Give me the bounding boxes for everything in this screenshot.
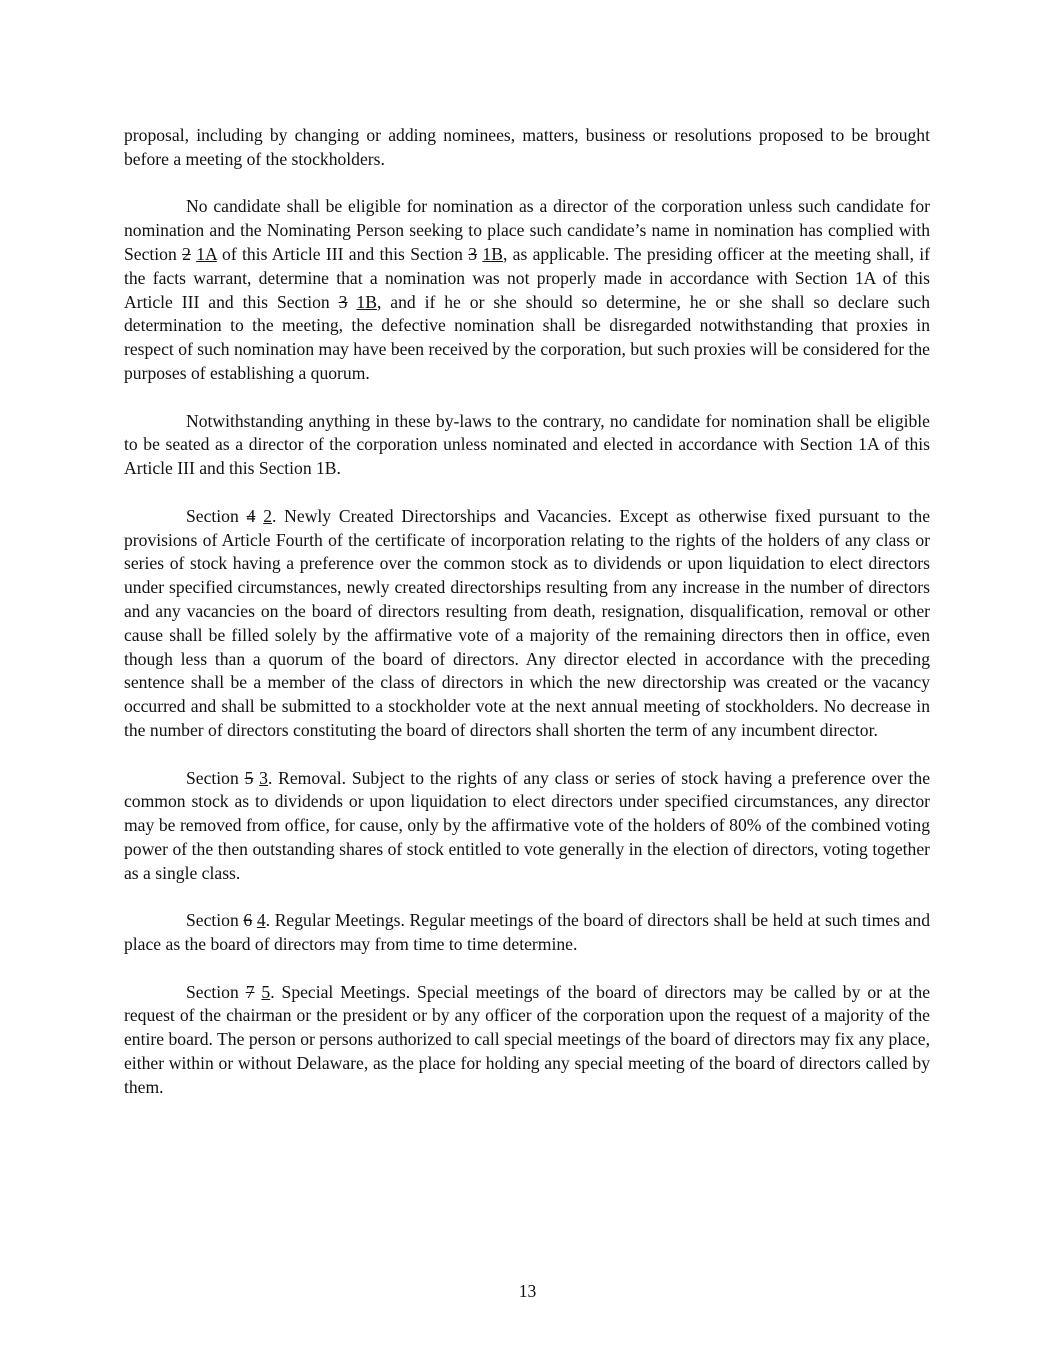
- deleted-section-number: 6: [243, 910, 253, 931]
- deleted-text: 3: [468, 243, 478, 264]
- page-number: 13: [518, 1281, 537, 1301]
- paragraph-seating-eligibility: [124, 410, 930, 481]
- inserted-section-number: 5: [261, 981, 271, 1002]
- deleted-text: 2: [182, 243, 191, 264]
- section-text: . Regular Meetings. Regular meetings of the board of directors shall be held at such times and place as the board of directors may from time to time determine.: [124, 910, 930, 955]
- section-newly-created-directorships: [124, 505, 930, 743]
- section-lead: Section: [186, 505, 247, 526]
- body-text: [124, 124, 930, 1123]
- section-text: . Special Meetings. Special meetings of the board of directors may be called by or at the request of the chairman or the president or by any officer of the corporation upon the request of a majority of the entire board. The person or persons authorized to call special meetings of the board of directors may fix any place, either within or without Delaware, as the place for holding any special meeting of the board of directors called by them.: [124, 981, 931, 1097]
- deleted-section-number: 5: [244, 767, 254, 788]
- text-run: No candidate shall be eligible for nomination as a director of the corporation unless such candidate for nomination and the Nominating Person seeking to place such candidate’s name in nomination has complied with Section: [124, 196, 930, 264]
- paragraph-continuation: [124, 124, 930, 172]
- section-lead: Section: [186, 767, 245, 788]
- inserted-text: 1B: [356, 291, 377, 312]
- section-removal: [124, 767, 930, 886]
- paragraph-text: proposal, including by changing or adding nominees, matters, business or resolutions proposed to be brought before a meeting of the stockholders.: [124, 125, 930, 169]
- deleted-section-number: 7: [245, 981, 255, 1002]
- inserted-text: 1A: [196, 243, 217, 264]
- section-text: . Removal. Subject to the rights of any class or series of stock having a preference over the common stock as to dividends or upon liquidation to elect directors under specified circumstances, any director may be removed from office, for cause, only by the affirmative vote of the holders of 80% of the combined voting power of the then outstanding shares of stock entitled to vote generally in the election of directors, voting together as a single class.: [124, 767, 931, 883]
- section-regular-meetings: [124, 909, 930, 957]
- inserted-section-number: 2: [263, 505, 272, 526]
- deleted-section-number: 4: [246, 505, 256, 526]
- deleted-text: 3: [338, 291, 348, 312]
- text-run: of this Article III and this Section: [216, 243, 469, 264]
- section-special-meetings: [124, 981, 930, 1100]
- paragraph-text: Notwithstanding anything in these by-laws to the contrary, no candidate for nomination shall be eligible to be seated as a director of the corporation unless nominated and elected in accordance with Section 1A of this Article III and this Section 1B.: [124, 410, 930, 479]
- inserted-text: 1B: [482, 243, 503, 264]
- text-run: , and if he or she should so determine, he or she shall so declare such determination to the meeting, the defective nomination shall be disregarded notwithstanding that proxies in respect of such nomination may have been received by the corporation, but such proxies will be considered for the purposes of establishing a quorum.: [124, 291, 930, 383]
- inserted-section-number: 4: [256, 910, 266, 931]
- text-run: , as applicable. The presiding officer at the meeting shall, if the facts warrant, determine that a nomination was not properly made in accordance with Section 1A of this Article III and this Section: [124, 243, 931, 312]
- paragraph-nomination-eligibility: [124, 195, 930, 385]
- inserted-section-number: 3: [259, 767, 268, 788]
- section-text: . Newly Created Directorships and Vacancies. Except as otherwise fixed pursuant to the provisions of Article Fourth of the certificate of incorporation relating to the rights of the holders of any class or series of stock having a preference over the common stock as to dividends or upon liquidation to elect directors under specified circumstances, newly created directorships resulting from any increase in the number of directors and any vacancies on the board of directors resulting from death, resignation, disqualification, removal or other cause shall be filled solely by the affirmative vote of a majority of the remaining directors then in office, even though less than a quorum of the board of directors. Any director elected in accordance with the preceding sentence shall be a member of the class of directors in which the new directorship was created or the vacancy occurred and shall be submitted to a stockholder vote at the next annual meeting of stockholders. No decrease in the number of directors constituting the board of directors shall shorten the term of any incumbent director.: [124, 505, 931, 740]
- section-lead: Section: [186, 981, 246, 1002]
- section-lead: Section: [186, 910, 244, 931]
